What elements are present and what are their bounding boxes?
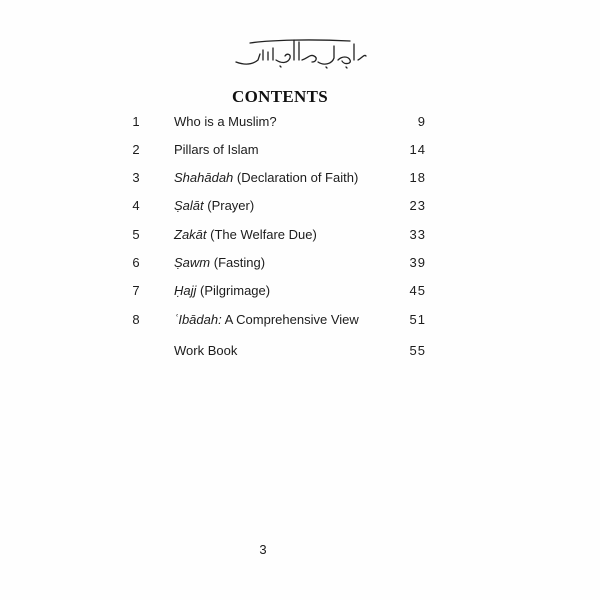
toc-entry-number: 5 <box>132 227 140 242</box>
toc-entry <box>0 227 600 247</box>
toc-entry <box>0 283 600 303</box>
toc-entry-title-plain: (Pilgrimage) <box>196 283 271 298</box>
toc-entry-title <box>174 198 254 213</box>
toc-entry-title-plain: Work Book <box>174 343 238 358</box>
toc-entry-title <box>174 142 259 157</box>
toc-entry-number: 8 <box>132 312 140 327</box>
toc-entry-title-italic: Ṣawm <box>174 255 211 270</box>
toc-entry-title-plain: (The Welfare Due) <box>206 227 317 242</box>
toc-entry-title-plain: Who is a Muslim? <box>174 114 277 129</box>
toc-entry-title-italic: Shahādah <box>174 170 234 185</box>
toc-entry-page: 14 <box>409 142 426 157</box>
toc-entry <box>0 170 600 190</box>
toc-entry <box>0 312 600 332</box>
toc-entry-page: 55 <box>409 343 426 358</box>
toc-entry-title <box>174 170 358 185</box>
toc-entry-number: 2 <box>132 142 140 157</box>
toc-entry-title-plain: Pillars of Islam <box>174 142 259 157</box>
toc-entry-title-plain: (Prayer) <box>203 198 255 213</box>
toc-entry-title-plain: (Declaration of Faith) <box>233 170 359 185</box>
toc-entry-title <box>174 255 265 270</box>
toc-entry-title-italic: ʿIbādah: <box>174 312 222 327</box>
page-number: 3 <box>259 542 267 557</box>
toc-entry-number: 6 <box>132 255 140 270</box>
toc-entry-title <box>174 114 277 129</box>
toc-entry-title-italic: Ṣalāt <box>174 198 204 213</box>
toc-entry-title <box>174 343 237 358</box>
toc-entry-title-plain: A Comprehensive View <box>221 312 359 327</box>
toc-entry <box>0 114 600 134</box>
toc-entry-title <box>174 312 359 327</box>
toc-entry-page: 9 <box>417 114 426 129</box>
toc-entry-number: 7 <box>132 283 140 298</box>
toc-entry <box>0 343 600 363</box>
toc-entry-title <box>174 283 270 298</box>
toc-entry-title-plain: (Fasting) <box>210 255 266 270</box>
toc-entry <box>0 198 600 218</box>
toc-entry <box>0 255 600 275</box>
toc-entry-title-italic: Zakāt <box>174 227 207 242</box>
toc-entry-page: 45 <box>409 283 426 298</box>
toc-entry-number: 1 <box>132 114 140 129</box>
toc-entry-number: 4 <box>132 198 140 213</box>
toc-entry-page: 51 <box>409 312 426 327</box>
toc-entry-title <box>174 227 317 242</box>
toc-entry-title-italic: Ḥajj <box>174 283 197 298</box>
toc-entry-number: 3 <box>132 170 140 185</box>
basmala-calligraphy <box>230 34 370 70</box>
toc-entry <box>0 142 600 162</box>
toc-entry-page: 18 <box>409 170 426 185</box>
toc-entry-page: 39 <box>409 255 426 270</box>
toc-entry-page: 33 <box>409 227 426 242</box>
contents-heading: CONTENTS <box>232 87 328 106</box>
toc-entry-page: 23 <box>409 198 426 213</box>
